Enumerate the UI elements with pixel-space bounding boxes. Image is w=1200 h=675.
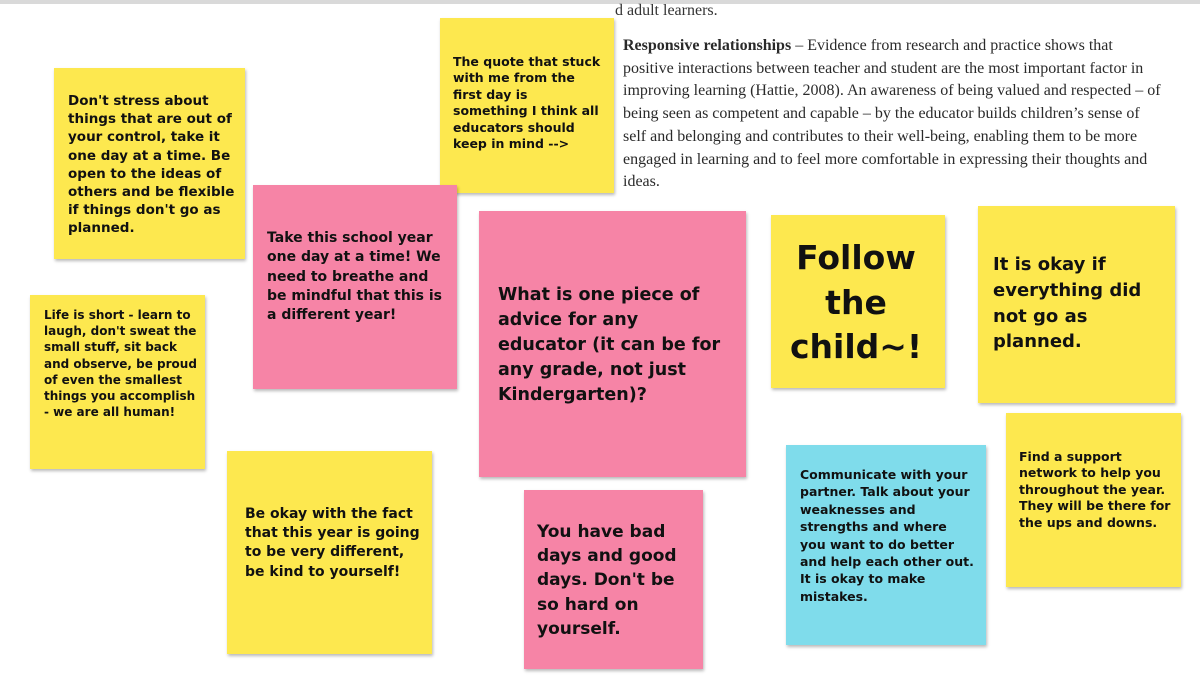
note-text: Follow the child~! [790,238,922,366]
sticky-note-quote[interactable] [440,18,614,193]
excerpt-paragraph [623,35,1163,194]
note-text: You have bad days and good days. Don't be so hard on yourself. [537,522,677,639]
sticky-note-take-school-year[interactable] [253,185,457,389]
excerpt-body: – Evidence from research and practice shows that positive interactions between teacher and student are the most important factor in improving learning (Hattie, 2008). An awareness of being valued and respected – of being seen as competent and capable – by the educator builds children’s sense of self and belonging and contributes to their well-being, enabling them to be more engaged in learning and to feel more comfortable in expressing their thoughts and ideas. [623,37,1161,191]
sticky-note-life-is-short[interactable] [30,295,205,469]
note-text: Take this school year one day at a time! We need to breathe and be mindful that this is a different year! [267,230,442,324]
note-text: It is okay if everything did not go as planned. [993,254,1142,353]
sticky-note-bad-days[interactable] [524,490,703,669]
sticky-note-okay-if[interactable] [978,206,1175,403]
note-text: Find a support network to help you throughout the year. They will be there for the ups and downs. [1019,449,1171,530]
note-text: Communicate with your partner. Talk about your weaknesses and strengths and where you want to do better and help each other out. It is okay to make mistakes. [800,467,974,604]
sticky-note-question[interactable] [479,211,746,477]
note-text: Be okay with the fact that this year is going to be very different, be kind to yourself! [245,506,420,580]
clipped-previous-line: d adult learners. [615,2,718,19]
sticky-note-support-network[interactable] [1006,413,1181,587]
sticky-note-dont-stress[interactable] [54,68,245,259]
excerpt-heading: Responsive relationships [623,37,792,54]
top-edge-bar [0,0,1200,4]
sticky-note-follow-the-child[interactable] [771,215,945,388]
sticky-note-communicate[interactable] [786,445,986,645]
note-text: Don't stress about things that are out of your control, take it one day at a time. Be open to the ideas of others and be flexible if things don't go as planned. [68,93,235,237]
note-text: The quote that stuck with me from the first day is something I think all educators should keep in mind --> [453,54,601,152]
note-text: Life is short - learn to laugh, don't sweat the small stuff, sit back and observe, be proud of even the smallest things you accomplish - we are all human! [44,308,197,420]
note-text: What is one piece of advice for any educator (it can be for any grade, not just Kindergarten)? [498,285,721,405]
sticky-note-be-okay[interactable] [227,451,432,654]
